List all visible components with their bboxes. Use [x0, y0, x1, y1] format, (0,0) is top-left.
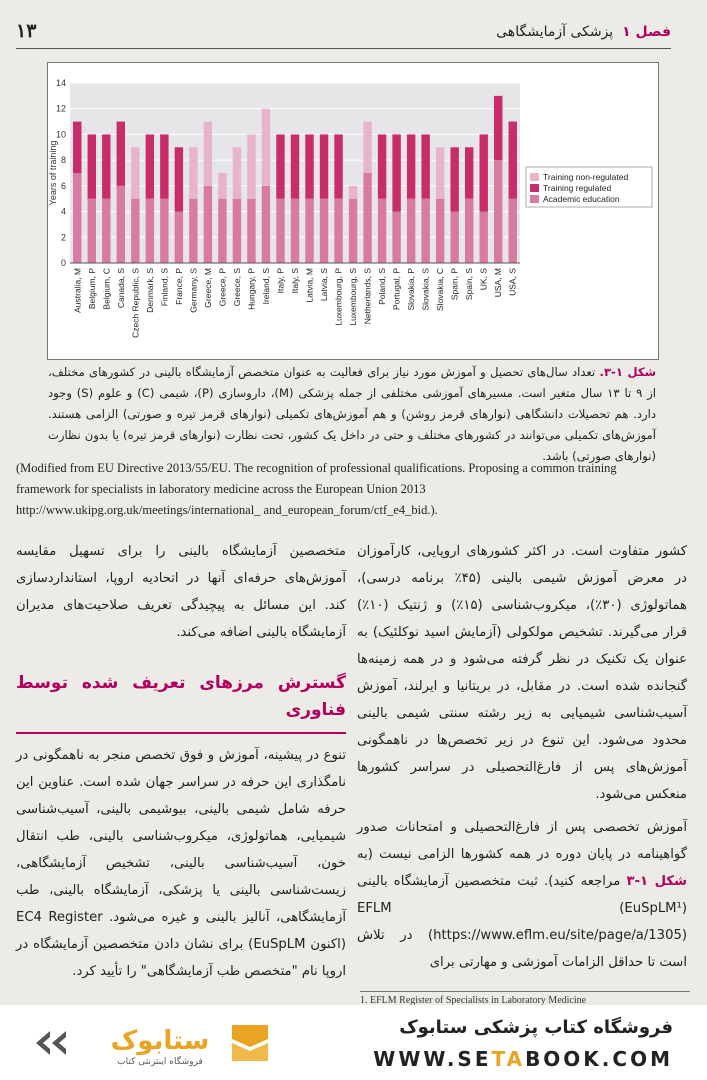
x-tick-label: Latvia, S	[319, 268, 330, 302]
right-paragraph-2-start: آموزش تخصصی پس از فارغ‌التحصیلی و امتحانات صدور گواهینامه در پایان دوره در همه کشورها الزامی نیست (به	[357, 820, 687, 862]
chapter-title: پزشکی آزمایشگاهی	[496, 24, 614, 40]
x-tick-label: Slovakia, P	[406, 268, 417, 311]
bar-segment	[494, 160, 502, 263]
bar-segment	[146, 134, 154, 198]
bar-segment	[262, 186, 270, 263]
url-suffix: BOOK.COM	[525, 1047, 673, 1071]
bar-segment	[276, 134, 284, 198]
bar-segment	[378, 134, 386, 198]
x-tick-label: Poland, S	[377, 268, 388, 305]
bar-segment	[247, 199, 255, 263]
bar-segment	[102, 134, 110, 198]
bar-segment	[392, 212, 400, 263]
bar-segment	[204, 122, 212, 186]
bar-segment	[262, 109, 270, 186]
bar-segment	[349, 199, 357, 263]
bar-segment	[480, 134, 488, 211]
bar-segment	[509, 199, 517, 263]
page-header	[16, 18, 671, 49]
bar-segment	[421, 199, 429, 263]
x-tick-label: Luxembourg, P	[333, 268, 344, 326]
bar-segment	[73, 122, 81, 173]
bar-segment	[233, 199, 241, 263]
legend-label: Training non-regulated	[543, 172, 629, 182]
bar-segment	[305, 199, 313, 263]
x-tick-label: UK, S	[478, 268, 489, 291]
source-note: (Modified from EU Directive 2013/55/EU. The recognition of professional qualifications. Proposing a common training framework for specialists in laboratory medicine across the European Union 2013 http://www.ukipg.org.uk/meetings/international_ and_european_forum/ctf_e4_bid.).	[16, 461, 617, 517]
logo-subtitle: فروشگاه اینترنتی کتاب	[117, 1057, 203, 1067]
x-tick-label: France, P	[173, 268, 184, 305]
bar-segment	[363, 122, 371, 173]
x-tick-label: Finland, S	[159, 268, 170, 307]
y-tick-label: 4	[60, 206, 66, 217]
legend-swatch	[530, 184, 539, 192]
legend-swatch	[530, 195, 539, 203]
x-tick-label: Hungary, P	[246, 268, 257, 310]
figure-caption-text: تعداد سال‌های تحصیل و آموزش مورد نیاز برای فعالیت به عنوان متخصص آزمایشگاه بالینی در کشورهای مختلف، از ۹ تا ۱۳ سال متغیر است. مسیرهای آموزشی مختلفی از جمله پزشکی (M)، داروسازی (P)، شیمی (C) و علوم (S) وجود دارد. هم تحصیلات دانشگاهی (نوارهای قرمز روشن) و هم آموزش‌های تکمیلی (نوارهای قرمز تیره و صورتی) الزامی هستند. آموزش‌های تکمیلی می‌توانند در کشورهای مختلف و حتی در داخل یک کشور، تحت نظارت (نوارهای قرمز تیره) یا بدون نظارت (نوارهای صورتی) باشد.	[48, 365, 656, 463]
bar-segment	[189, 147, 197, 198]
right-paragraph-2-end: مراجعه کنید). ثبت متخصصین آزمایشگاه بالینی (EFLM (EuSpLM¹ (https://www.eflm.eu/site/page/a/1305) در تلاش است تا حداقل الزامات آموزشی و مهارتی برای	[357, 874, 687, 970]
bar-segment	[117, 122, 125, 186]
x-tick-label: Spain, P	[449, 268, 460, 301]
x-tick-label: Czech Republic, S	[130, 268, 141, 338]
bar-segment	[421, 134, 429, 198]
bar-segment	[117, 186, 125, 263]
training-years-chart	[47, 62, 659, 360]
bar-segment	[276, 199, 284, 263]
url-highlight: TA	[491, 1047, 526, 1071]
bar-segment	[334, 134, 342, 198]
chapter-heading	[496, 24, 671, 40]
figure-caption	[48, 362, 656, 467]
bar-segment	[131, 147, 139, 198]
x-tick-label: Slovakia, S	[420, 268, 431, 311]
bar-segment	[320, 134, 328, 198]
right-paragraph-2	[357, 814, 687, 976]
x-tick-label: Greece, M	[202, 268, 213, 308]
logo-wordmark: ستابوک	[110, 1026, 210, 1056]
bar-segment	[175, 212, 183, 263]
store-banner	[0, 1005, 707, 1080]
bar-segment	[392, 134, 400, 211]
chapter-label: فصل ۱	[622, 24, 671, 40]
page-number: ۱۳	[16, 20, 37, 42]
bar-segment	[131, 199, 139, 263]
y-tick-label: 10	[55, 129, 66, 140]
x-tick-label: Spain, S	[464, 268, 475, 301]
y-axis-label: Years of training	[48, 140, 58, 206]
setabook-logo[interactable]	[32, 1019, 272, 1067]
bar-segment	[378, 199, 386, 263]
bar-segment	[465, 147, 473, 198]
x-tick-label: Greece, S	[231, 268, 242, 307]
bar-segment	[291, 134, 299, 198]
bar-segment	[509, 122, 517, 199]
x-tick-label: Denmark, S	[144, 268, 155, 313]
bar-segment	[494, 96, 502, 160]
x-tick-label: Italy, P	[275, 268, 286, 294]
bar-segment	[305, 134, 313, 198]
left-paragraph-2: تنوع در پیشینه، آموزش و فوق تخصص منجر به ناهمگونی در نامگذاری این حرفه در سراسر جهان شده است. عناوین این حرفه شامل شیمی بالینی، بیوشیمی بالینی، آسیب‌شناسی شیمیایی، هماتولوژی، میکروب‌شناسی بالینی، طب انتقال خون، آسیب‌شناسی بالینی، تشخیص آزمایشگاهی، زیست‌شناسی بالینی یا پزشکی، آزمایشگاه بالینی، طب آزمایشگاهی، آنالیز بالینی و غیره می‌شود. EC4 Register (اکنون EuSpLM) برای نشان دادن متخصصین آزمایشگاه در اروپا نام "متخصص طب آزمایشگاهی" را تأیید کرد.	[16, 748, 347, 979]
x-tick-label: Canada, S	[115, 268, 126, 309]
left-paragraph-1: متخصصین آزمایشگاه بالینی را برای تسهیل مقایسه آموزش‌های حرفه‌ای آنها در اتحادیه اروپا، استانداردسازی کند. این مسائل به پیچیدگی تعریف صلاحیت‌های مدیران آزمایشگاه بالینی اضافه می‌کند.	[16, 544, 346, 640]
bar-segment	[436, 147, 444, 198]
bar-segment	[73, 173, 81, 263]
y-tick-label: 0	[60, 258, 66, 268]
bar-segment	[320, 199, 328, 263]
bar-segment	[160, 134, 168, 198]
bar-segment	[334, 199, 342, 263]
right-paragraph-1: کشور متفاوت است. در اکثر کشورهای اروپایی، کارآموزان در معرض آموزش شیمی بالینی (۴۵٪ برنامه درسی)، هماتولوژی (۳۰٪)، میکروب‌شناسی (۱۵٪) و ژنتیک (۱۰٪) قرار می‌گیرند. تشخیص مولکولی (آزمایش اسید نوکلئیک) به عنوان یک تکنیک در نظر گرفته می‌شود و در همه زمینه‌ها گنجانده شده است. در مقابل، در بریتانیا و ایرلند، آموزش آسیب‌شناسی شیمیایی به زیر رشته سنتی شیمی بالینی محدود می‌شود. این تنوع در زیر تخصص‌ها در ناهمگونی آموزش‌های پس از فارغ‌التحصیلی در سراسر کشورها منعکس می‌شود.	[357, 544, 687, 802]
bar-segment	[480, 212, 488, 263]
x-tick-label: Germany, S	[188, 268, 199, 313]
bar-segment	[291, 199, 299, 263]
bar-segment	[204, 186, 212, 263]
x-tick-label: Italy, S	[290, 268, 300, 294]
x-tick-label: Australia, M	[72, 268, 83, 313]
bar-segment	[450, 147, 458, 211]
bar-segment	[218, 199, 226, 263]
legend-swatch	[530, 173, 539, 181]
bar-segment	[407, 199, 415, 263]
legend-label: Training regulated	[543, 183, 612, 193]
bar-segment	[218, 173, 226, 199]
section-heading: گسترش مرزهای تعریف شده توسط فناوری	[16, 673, 346, 720]
y-tick-label: 2	[60, 232, 66, 243]
bar-segment	[247, 134, 255, 198]
bar-segment	[146, 199, 154, 263]
footnote: 1. EFLM Register of Specialists in Laboratory Medicine	[360, 991, 690, 1005]
x-tick-label: Latvia, M	[304, 268, 315, 303]
bar-segment	[233, 147, 241, 198]
x-tick-label: Netherlands, S	[362, 268, 373, 325]
x-tick-label: Belgium, C	[101, 268, 112, 310]
y-tick-label: 12	[55, 103, 66, 114]
y-tick-label: 14	[55, 78, 66, 88]
bar-segment	[175, 147, 183, 211]
x-tick-label: Luxembourg, S	[348, 268, 359, 326]
heading-underline	[16, 732, 346, 734]
bar-segment	[102, 199, 110, 263]
figure-reference-link[interactable]: شکل ۱-۳	[626, 874, 687, 889]
bar-segment	[88, 134, 96, 198]
shop-name: فروشگاه کتاب پزشکی ستابوک	[399, 1017, 673, 1038]
x-tick-label: Slovakia, C	[435, 268, 446, 311]
x-tick-label: Ireland, S	[260, 268, 271, 305]
y-tick-label: 8	[60, 155, 66, 166]
bar-segment	[407, 134, 415, 198]
bar-segment	[189, 199, 197, 263]
x-tick-label: Portugal, P	[391, 268, 402, 311]
x-tick-label: Greece, P	[217, 268, 228, 307]
chart-svg	[48, 63, 658, 359]
bar-segment	[450, 212, 458, 263]
legend-label: Academic education	[543, 194, 620, 204]
x-tick-label: Belgium, P	[86, 268, 97, 310]
figure-label: شکل ۱-۳.	[599, 365, 657, 379]
bar-segment	[88, 199, 96, 263]
right-column	[357, 538, 687, 976]
bar-segment	[363, 173, 371, 263]
left-column	[16, 538, 346, 985]
bar-segment	[349, 186, 357, 199]
bar-segment	[436, 199, 444, 263]
y-tick-label: 6	[60, 180, 66, 191]
x-tick-label: USA, S	[507, 268, 518, 296]
x-tick-label: USA, M	[493, 268, 504, 298]
url-prefix: WWW.SE	[373, 1047, 492, 1071]
bar-segment	[160, 199, 168, 263]
bar-segment	[465, 199, 473, 263]
shop-url[interactable]	[373, 1047, 673, 1071]
